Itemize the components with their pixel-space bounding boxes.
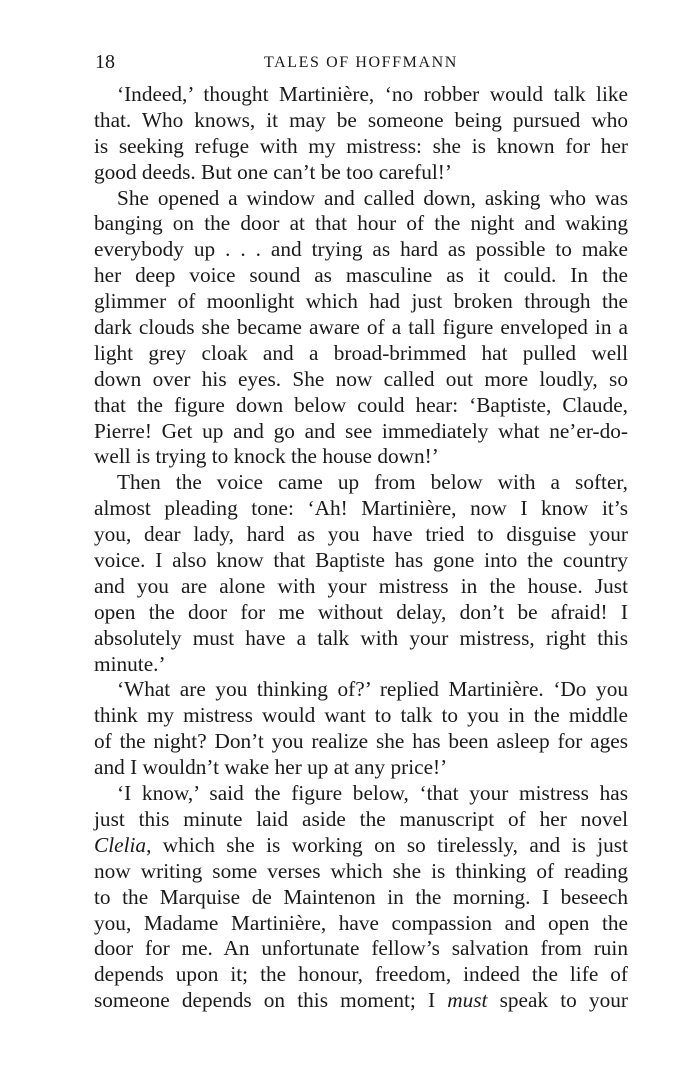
text-line: open the door for me without delay, don’t be afraid! I: [94, 599, 628, 624]
text-line: ‘What are you thinking of?’ replied Martinière. ‘Do you: [117, 677, 628, 702]
body-text: [94, 82, 628, 1014]
italic-title-clelia: Clelia: [94, 832, 147, 857]
paragraph: [94, 186, 628, 471]
running-title: TALES OF HOFFMANN: [264, 54, 458, 71]
text-line: She opened a window and called down, asking who was: [117, 185, 628, 210]
text-line: now writing some verses which she is thinking of reading: [94, 858, 628, 883]
text-line: glimmer of moonlight which had just broken through the: [94, 289, 628, 314]
text-line: door for me. An unfortunate fellow’s salvation from ruin: [94, 936, 628, 961]
paragraph: [94, 470, 628, 677]
text-line: good deeds. But one can’t be too careful!’: [94, 159, 452, 184]
text-line: just this minute laid aside the manuscript of her novel: [94, 806, 628, 831]
paragraph: [94, 781, 628, 1014]
text-line: Pierre! Get up and go and see immediately what ne’er-do-: [94, 418, 628, 443]
text-line: almost pleading tone: ‘Ah! Martinière, now I know it’s: [94, 496, 628, 521]
text-line: depends upon it; the honour, freedom, indeed the life of: [94, 962, 628, 987]
text-line: of the night? Don’t you realize she has been asleep for ages: [94, 729, 628, 754]
text-line-with-italic: [94, 988, 628, 1014]
paragraph: [94, 82, 628, 186]
text-line: banging on the door at that hour of the night and waking: [94, 211, 628, 236]
text-line: down over his eyes. She now called out more loudly, so: [94, 366, 628, 391]
text-line: minute.’: [94, 651, 166, 676]
text-line: well is trying to knock the house down!’: [94, 444, 439, 469]
text-line: and you are alone with your mistress in the house. Just: [94, 573, 628, 598]
text-line: dark clouds she became aware of a tall figure enveloped in a: [94, 315, 628, 340]
text-line: that. Who knows, it may be someone being pursued who: [94, 107, 628, 132]
text-line: is seeking refuge with my mistress: she is known for her: [94, 133, 628, 158]
running-head: [94, 48, 628, 76]
italic-emphasis-must: must: [447, 988, 488, 1013]
text-line: Then the voice came up from below with a softer,: [117, 470, 628, 495]
text-line-with-italic: [94, 833, 628, 859]
page-number: 18: [95, 51, 115, 73]
text-line: light grey cloak and a broad-brimmed hat pulled well: [94, 340, 628, 365]
text-line: think my mistress would want to talk to you in the middle: [94, 703, 628, 728]
text-line: ‘I know,’ said the figure below, ‘that your mistress has: [117, 781, 628, 806]
text-fragment: , which she is working on so tirelessly, and is just: [146, 832, 628, 857]
text-line: that the figure down below could hear: ‘Baptiste, Claude,: [94, 392, 628, 417]
text-line: ‘Indeed,’ thought Martinière, ‘no robber would talk like: [117, 82, 628, 106]
text-line: her deep voice sound as masculine as it could. In the: [94, 263, 628, 288]
text-line: absolutely must have a talk with your mistress, right this: [94, 625, 628, 650]
text-fragment: someone depends on this moment; I: [94, 988, 448, 1013]
text-line: you, dear lady, hard as you have tried to disguise your: [94, 522, 628, 547]
book-page: [94, 48, 628, 1014]
text-line: everybody up . . . and trying as hard as possible to make: [94, 237, 628, 262]
text-line: voice. I also know that Baptiste has gone into the country: [94, 548, 628, 573]
text-line: to the Marquise de Maintenon in the morning. I beseech: [94, 884, 628, 909]
paragraph: [94, 677, 628, 781]
text-line: and I wouldn’t wake her up at any price!’: [94, 755, 448, 780]
text-line: you, Madame Martinière, have compassion and open the: [94, 910, 628, 935]
text-fragment: speak to your: [487, 988, 628, 1013]
